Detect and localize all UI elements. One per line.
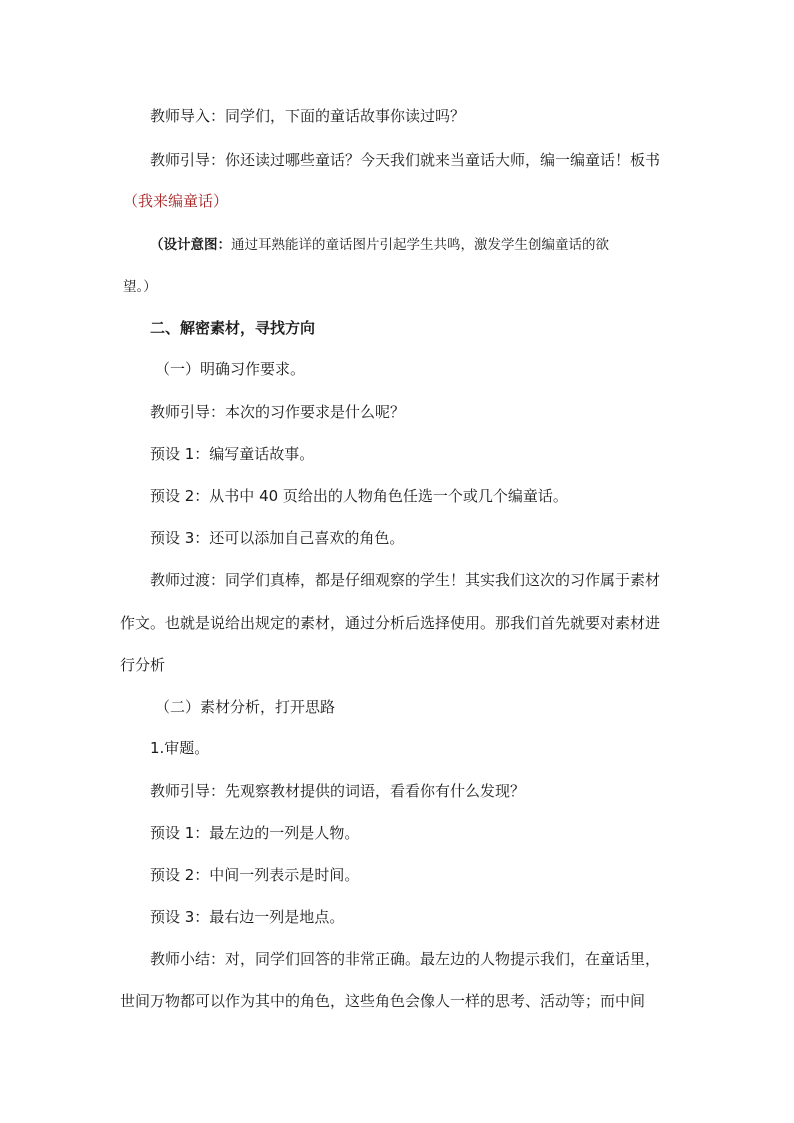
design-intent-text: 通过耳熟能详的童话图片引起学生共鸣，激发学生创编童话的欲 <box>231 237 609 253</box>
paragraph: 教师引导：先观察教材提供的词语，看看你有什么发现？ <box>150 782 526 800</box>
paragraph: 作文。也就是说给出规定的素材，通过分析后选择使用。那我们首先就要对素材进 <box>120 614 661 632</box>
paragraph: 预设 1：编写童话故事。 <box>150 445 315 463</box>
paragraph: 教师导入：同学们，下面的童话故事你读过吗？ <box>150 107 466 125</box>
paragraph: 教师引导：本次的习作要求是什么呢？ <box>150 403 406 421</box>
paragraph: 教师引导：你还读过哪些童话？今天我们就来当童话大师，编一编童话！板书 <box>150 151 661 169</box>
paragraph: 教师小结：对，同学们回答的非常正确。最左边的人物提示我们，在童话里， <box>150 950 661 968</box>
paragraph: 预设 2：从书中 40 页给出的人物角色任选一个或几个编童话。 <box>150 487 568 505</box>
paragraph: 预设 3：还可以添加自己喜欢的角色。 <box>150 529 405 547</box>
design-intent-label: （设计意图： <box>150 237 231 253</box>
section-heading: 二、解密素材，寻找方向 <box>150 319 316 337</box>
paragraph: 行分析 <box>120 656 166 674</box>
subsection-heading: （一）明确习作要求。 <box>155 360 306 378</box>
paragraph: 1.审题。 <box>150 739 210 757</box>
paragraph: 预设 1：最左边的一列是人物。 <box>150 824 360 842</box>
paragraph: 预设 2：中间一列表示是时间。 <box>150 866 360 884</box>
design-intent <box>150 235 609 255</box>
paragraph: 预设 3：最右边一列是地点。 <box>150 908 345 926</box>
paragraph: 教师过渡：同学们真棒，都是仔细观察的学生！其实我们这次的习作属于素材 <box>150 571 661 589</box>
subsection-heading: （二）素材分析，打开思路 <box>155 698 336 716</box>
paragraph: 世间万物都可以作为其中的角色，这些角色会像人一样的思考、活动等；而中间 <box>120 992 646 1010</box>
design-intent-end: 望。） <box>123 279 157 295</box>
board-writing: （我来编童话） <box>123 192 229 210</box>
